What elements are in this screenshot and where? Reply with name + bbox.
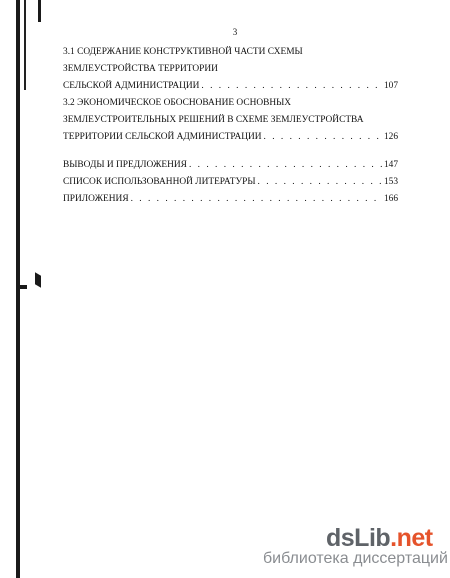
toc-entry-page: 166 [383,194,398,204]
toc-entry-page: 153 [383,177,398,187]
toc-references [63,173,398,191]
dot-leader [131,190,382,208]
toc-entry-text: СПИСОК ИСПОЛЬЗОВАННОЙ ЛИТЕРАТУРЫ [63,177,256,187]
dot-leader [189,156,382,174]
toc-entry-text: СЕЛЬСКОЙ АДМИНИСТРАЦИИ [63,81,200,91]
toc-entry-text: ТЕРРИТОРИИ СЕЛЬСКОЙ АДМИНИСТРАЦИИ [63,132,262,142]
page-number: 3 [232,27,238,37]
dot-leader [264,128,382,146]
toc-entry-text: ВЫВОДЫ И ПРЕДЛОЖЕНИЯ [63,160,187,170]
toc-3-1-line-1: 3.1 СОДЕРЖАНИЕ КОНСТРУКТИВНОЙ ЧАСТИ СХЕМЫ [63,47,303,57]
scan-artifact [19,285,27,289]
toc-entry-page: 147 [383,160,398,170]
toc-entry-text: ПРИЛОЖЕНИЯ [63,194,129,204]
toc-3-2-line-2: ЗЕМЛЕУСТРОИТЕЛЬНЫХ РЕШЕНИЙ В СХЕМЕ ЗЕМЛЕУСТРОЙСТВА [63,115,364,125]
toc-3-1-line-2: ЗЕМЛЕУСТРОЙСТВА ТЕРРИТОРИИ [63,64,218,74]
dot-leader [258,173,382,191]
toc-appendices [63,190,398,208]
toc-3-2-line-3 [63,128,398,146]
toc-entry-page: 107 [383,81,398,91]
toc-conclusions [63,156,398,174]
scan-artifact [38,0,41,22]
watermark-logo-main: dsLib [326,524,391,552]
scan-artifact [35,272,41,287]
scan-binding-line [24,0,26,90]
watermark-logo-accent: .net [390,524,433,552]
toc-3-2-line-1: 3.2 ЭКОНОМИЧЕСКОЕ ОБОСНОВАНИЕ ОСНОВНЫХ [63,98,292,108]
dot-leader [201,77,382,95]
watermark-caption: библиотека диссертаций [263,550,448,567]
scan-binding-edge [16,0,20,578]
toc-entry-page: 126 [383,132,398,142]
toc-3-1-line-3 [63,77,398,95]
watermark-logo [326,524,433,553]
